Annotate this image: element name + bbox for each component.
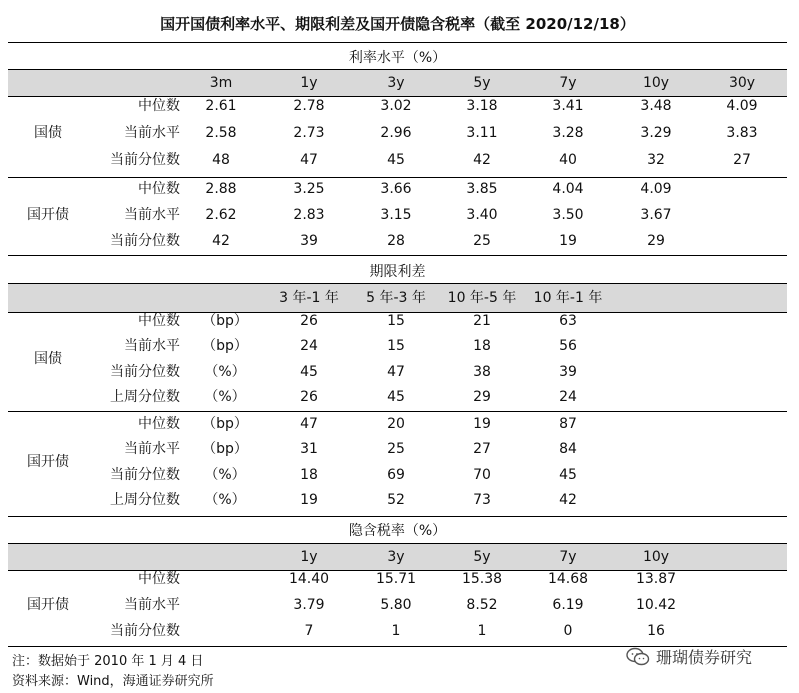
table-cell: 45: [387, 389, 405, 405]
table-cell: 3.29: [640, 125, 672, 141]
table-cell: 29: [473, 389, 491, 405]
table-cell: 21: [473, 313, 491, 329]
table-cell: 3.50: [552, 207, 584, 223]
table-cell: 15.71: [375, 571, 417, 587]
row-label: 当前水平: [124, 441, 180, 457]
group-label: 国开债: [27, 597, 69, 613]
table-cell: 13.87: [635, 571, 677, 587]
table-cell: 1: [391, 623, 401, 639]
table-cell: 2.88: [205, 181, 237, 197]
table-cell: 25: [473, 233, 491, 249]
row-label: 中位数: [138, 416, 180, 432]
row-label: 中位数: [138, 181, 180, 197]
table-cell: 3.28: [552, 125, 584, 141]
unit-label: （bp）: [202, 441, 248, 457]
watermark-text: 珊瑚债券研究: [656, 648, 753, 667]
group-label: 国债: [34, 351, 62, 367]
row-label: 当前水平: [124, 207, 180, 223]
table-cell: 19: [559, 233, 577, 249]
source-text: 资料来源：Wind，海通证券研究所: [12, 674, 214, 689]
table-cell: 39: [559, 364, 577, 380]
table-cell: 38: [473, 364, 491, 380]
column-header: 10y: [642, 75, 670, 91]
row-label: 当前分位数: [110, 623, 180, 639]
unit-label: （%）: [204, 389, 246, 405]
table-cell: 3.48: [640, 98, 672, 114]
row-divider: [8, 411, 787, 412]
group-label: 国开债: [27, 207, 69, 223]
column-header: 3 年-1 年: [279, 290, 339, 306]
column-header: 5y: [473, 549, 491, 565]
table-cell: 40: [559, 152, 577, 168]
column-header: 3y: [387, 549, 405, 565]
table-cell: 14.68: [547, 571, 589, 587]
table-cell: 28: [387, 233, 405, 249]
table-cell: 15: [387, 338, 405, 354]
table-cell: 2.61: [205, 98, 237, 114]
table-cell: 47: [387, 364, 405, 380]
table-cell: 45: [559, 467, 577, 483]
table-cell: 24: [559, 389, 577, 405]
column-header: 1y: [300, 549, 318, 565]
table-cell: 7: [304, 623, 314, 639]
table-cell: 4.04: [552, 181, 584, 197]
row-label: 上周分位数: [110, 492, 180, 508]
table-cell: 42: [559, 492, 577, 508]
table-cell: 25: [387, 441, 405, 457]
column-header: 5y: [473, 75, 491, 91]
table-cell: 69: [387, 467, 405, 483]
row-label: 上周分位数: [110, 389, 180, 405]
table-cell: 6.19: [552, 597, 584, 613]
row-label: 当前分位数: [110, 364, 180, 380]
row-label: 中位数: [138, 98, 180, 114]
unit-label: （%）: [204, 467, 246, 483]
group-label: 国债: [34, 125, 62, 141]
table-cell: 73: [473, 492, 491, 508]
table-cell: 18: [473, 338, 491, 354]
row-label: 中位数: [138, 313, 180, 329]
table-cell: 4.09: [640, 181, 672, 197]
table-cell: 15: [387, 313, 405, 329]
table-cell: 70: [473, 467, 491, 483]
row-divider: [8, 255, 787, 256]
section-header-rate-level: 利率水平（%）: [348, 50, 447, 66]
table-cell: 2.96: [380, 125, 412, 141]
row-label: 当前分位数: [110, 467, 180, 483]
table-cell: 19: [473, 416, 491, 432]
column-header: 10 年-1 年: [533, 290, 603, 306]
table-cell: 0: [563, 623, 573, 639]
table-cell: 3.15: [380, 207, 412, 223]
table-cell: 47: [300, 152, 318, 168]
table-cell: 27: [473, 441, 491, 457]
row-label: 中位数: [138, 571, 180, 587]
table-cell: 4.09: [726, 98, 758, 114]
page-title: 国开国债利率水平、期限利差及国开债隐含税率（截至 2020/12/18）: [160, 15, 635, 33]
table-cell: 47: [300, 416, 318, 432]
table-cell: 3.40: [466, 207, 498, 223]
table-cell: 42: [473, 152, 491, 168]
section-header-implied-tax: 隐含税率（%）: [348, 523, 447, 539]
column-header: 3m: [209, 75, 233, 91]
table-cell: 3.02: [380, 98, 412, 114]
column-header: 10 年-5 年: [447, 290, 517, 306]
column-header: 5 年-3 年: [366, 290, 426, 306]
table-cell: 45: [387, 152, 405, 168]
table-cell: 63: [559, 313, 577, 329]
table-cell: 8.52: [466, 597, 498, 613]
table-cell: 26: [300, 313, 318, 329]
table-cell: 2.73: [293, 125, 325, 141]
table-cell: 52: [387, 492, 405, 508]
unit-label: （%）: [204, 364, 246, 380]
row-label: 当前水平: [124, 338, 180, 354]
table-cell: 32: [647, 152, 665, 168]
table-cell: 5.80: [380, 597, 412, 613]
table-cell: 1: [477, 623, 487, 639]
table-cell: 3.85: [466, 181, 498, 197]
table-cell: 2.62: [205, 207, 237, 223]
table-cell: 3.83: [726, 125, 758, 141]
table-cell: 45: [300, 364, 318, 380]
row-label: 当前分位数: [110, 152, 180, 168]
table-cell: 87: [559, 416, 577, 432]
row-label: 当前水平: [124, 125, 180, 141]
table-cell: 10.42: [635, 597, 677, 613]
wechat-icon: [626, 647, 650, 667]
divider: [8, 42, 787, 43]
table-cell: 16: [647, 623, 665, 639]
group-label: 国开债: [27, 454, 69, 470]
table-cell: 18: [300, 467, 318, 483]
column-header: 1y: [300, 75, 318, 91]
table-cell: 20: [387, 416, 405, 432]
table-cell: 27: [733, 152, 751, 168]
table-cell: 15.38: [461, 571, 503, 587]
table-cell: 56: [559, 338, 577, 354]
table-cell: 14.40: [288, 571, 330, 587]
row-label: 当前水平: [124, 597, 180, 613]
table-cell: 3.67: [640, 207, 672, 223]
section-header-term-spread: 期限利差: [369, 264, 426, 280]
table-cell: 3.25: [293, 181, 325, 197]
column-header: 7y: [559, 549, 577, 565]
row-divider: [8, 177, 787, 178]
table-cell: 3.11: [466, 125, 498, 141]
column-header: 10y: [642, 549, 670, 565]
table-cell: 29: [647, 233, 665, 249]
note-text: 注：数据始于 2010 年 1 月 4 日: [12, 654, 204, 669]
unit-label: （bp）: [202, 416, 248, 432]
table-cell: 2.78: [293, 98, 325, 114]
unit-label: （%）: [204, 492, 246, 508]
table-cell: 42: [212, 233, 230, 249]
table-cell: 31: [300, 441, 318, 457]
table-cell: 84: [559, 441, 577, 457]
column-header: 7y: [559, 75, 577, 91]
table-cell: 2.58: [205, 125, 237, 141]
table-cell: 3.41: [552, 98, 584, 114]
watermark: [626, 645, 752, 668]
table-cell: 2.83: [293, 207, 325, 223]
unit-label: （bp）: [202, 313, 248, 329]
column-header: 30y: [728, 75, 756, 91]
table-cell: 3.79: [293, 597, 325, 613]
row-divider: [8, 516, 787, 517]
table-cell: 3.18: [466, 98, 498, 114]
column-header: 3y: [387, 75, 405, 91]
table-cell: 26: [300, 389, 318, 405]
unit-label: （bp）: [202, 338, 248, 354]
table-cell: 39: [300, 233, 318, 249]
table-cell: 48: [212, 152, 230, 168]
table-cell: 3.66: [380, 181, 412, 197]
table-cell: 19: [300, 492, 318, 508]
table-cell: 24: [300, 338, 318, 354]
row-label: 当前分位数: [110, 233, 180, 249]
